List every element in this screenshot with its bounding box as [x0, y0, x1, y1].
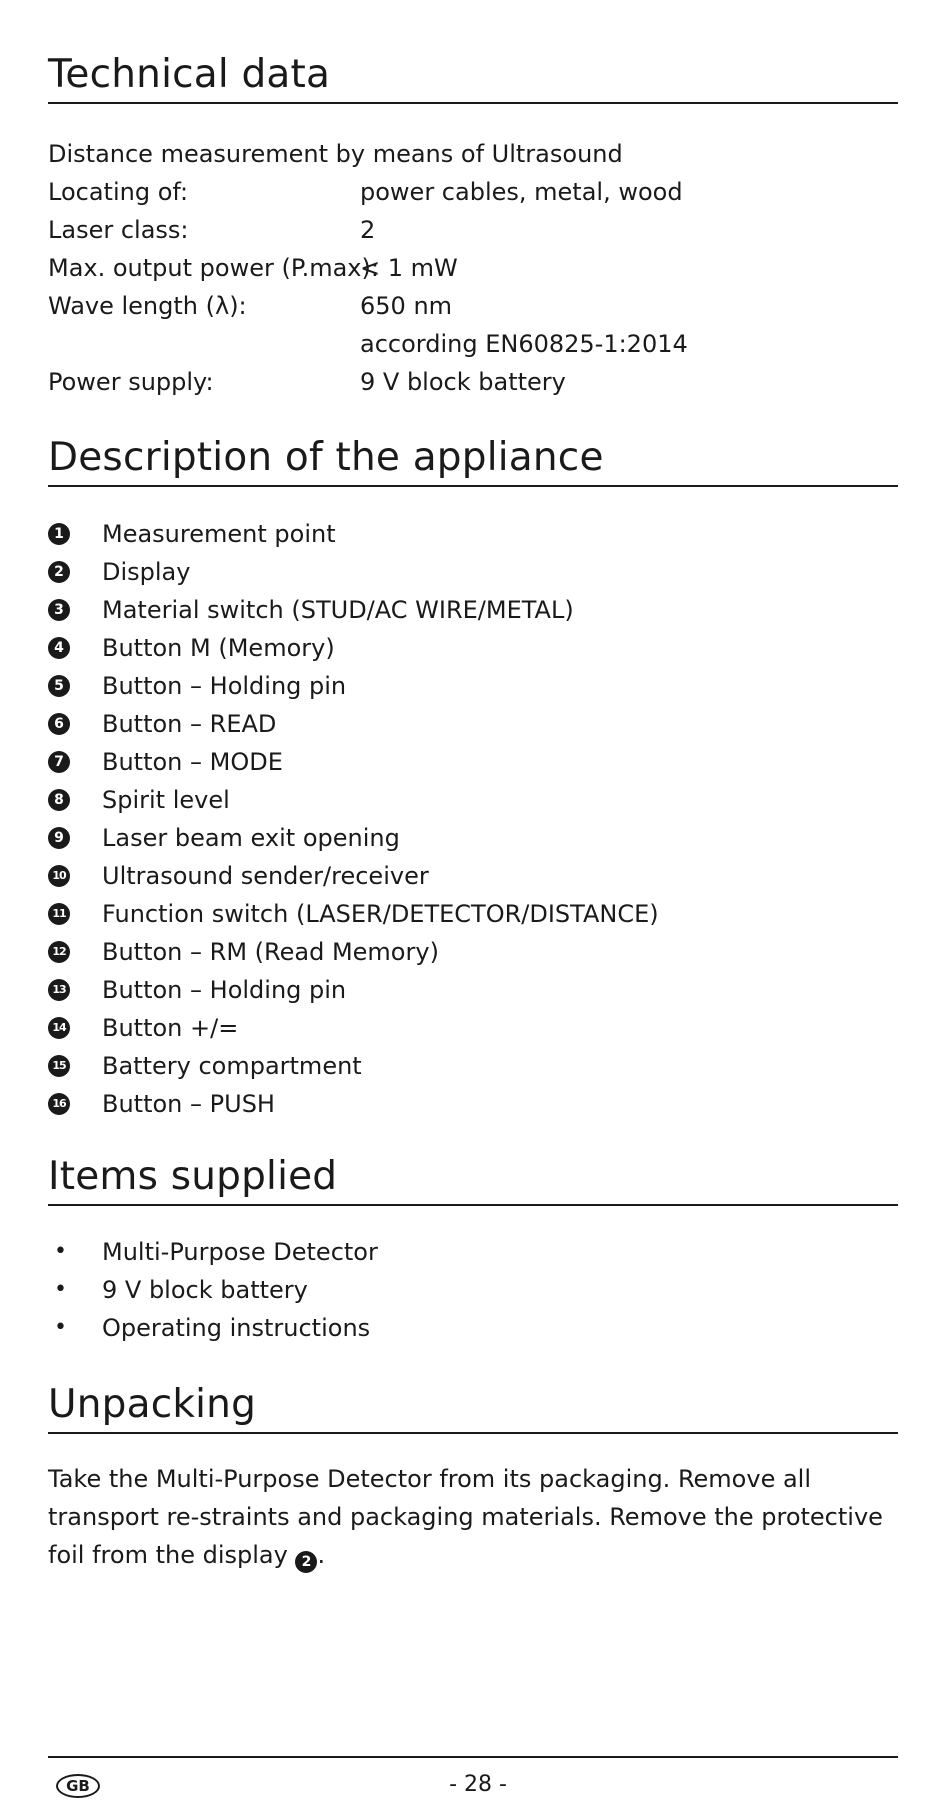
part-label: Battery compartment — [102, 1052, 362, 1080]
part-label: Button – Holding pin — [102, 976, 347, 1004]
number-badge: 11 — [48, 903, 70, 925]
list-item — [48, 515, 898, 553]
number-badge: 2 — [48, 561, 70, 583]
number-badge: 1 — [48, 523, 70, 545]
list-item — [48, 743, 898, 781]
spec-value: 9 V block battery — [360, 368, 566, 396]
part-label: Button M (Memory) — [102, 634, 335, 662]
spec-row — [48, 211, 898, 249]
number-badge: 13 — [48, 979, 70, 1001]
part-label: Function switch (LASER/DETECTOR/DISTANCE) — [102, 900, 659, 928]
page-number: - 28 - — [449, 1772, 507, 1797]
part-label: Button – MODE — [102, 748, 283, 776]
items-supplied-list — [48, 1233, 898, 1347]
part-label: Measurement point — [102, 520, 336, 548]
list-item — [48, 1233, 898, 1271]
technical-data-intro: Distance measurement by means of Ultrasound — [48, 140, 623, 168]
list-item — [48, 819, 898, 857]
part-label: Display — [102, 558, 191, 586]
number-badge: 14 — [48, 1017, 70, 1039]
list-item — [48, 895, 898, 933]
number-badge: 2 — [295, 1551, 317, 1573]
list-item — [48, 1271, 898, 1309]
spec-value: power cables, metal, wood — [360, 178, 683, 206]
list-item — [48, 629, 898, 667]
spec-label: Laser class: — [48, 216, 189, 244]
number-badge: 6 — [48, 713, 70, 735]
bullet-icon: • — [54, 1239, 67, 1264]
list-item — [48, 781, 898, 819]
spec-label: Locating of: — [48, 178, 189, 206]
parts-list — [48, 515, 898, 1123]
spec-row — [48, 363, 898, 401]
number-badge: 12 — [48, 941, 70, 963]
list-item — [48, 705, 898, 743]
supplied-item: 9 V block battery — [102, 1276, 308, 1304]
unpacking-paragraph — [48, 1460, 898, 1574]
list-item — [48, 1047, 898, 1085]
footer-divider — [48, 1756, 898, 1758]
number-badge: 5 — [48, 675, 70, 697]
spec-row — [48, 325, 898, 363]
unpacking-text: Take the Multi-Purpose Detector from its packaging. Remove all transport re-straints and packaging materials. Remove the protective foil from the display — [48, 1465, 883, 1569]
unpacking-text-end: . — [317, 1541, 326, 1569]
bullet-icon: • — [54, 1315, 67, 1340]
number-badge: 3 — [48, 599, 70, 621]
spec-value: 650 nm — [360, 292, 453, 320]
supplied-item: Operating instructions — [102, 1314, 371, 1342]
list-item — [48, 857, 898, 895]
list-item — [48, 1009, 898, 1047]
number-badge: 7 — [48, 751, 70, 773]
technical-data-list — [48, 135, 898, 401]
items-supplied-heading: Items supplied — [48, 1157, 898, 1206]
number-badge: 9 — [48, 827, 70, 849]
unpacking-heading: Unpacking — [48, 1385, 898, 1434]
number-badge: 4 — [48, 637, 70, 659]
number-badge: 15 — [48, 1055, 70, 1077]
list-item — [48, 667, 898, 705]
list-item — [48, 591, 898, 629]
list-item — [48, 553, 898, 591]
spec-row — [48, 287, 898, 325]
part-label: Button – READ — [102, 710, 277, 738]
technical-data-heading: Technical data — [48, 55, 898, 104]
spec-label: Wave length (λ): — [48, 292, 247, 320]
list-item — [48, 1309, 898, 1347]
language-badge: GB — [56, 1774, 100, 1798]
description-heading: Description of the appliance — [48, 438, 898, 487]
number-badge: 8 — [48, 789, 70, 811]
part-label: Button – PUSH — [102, 1090, 275, 1118]
part-label: Button – RM (Read Memory) — [102, 938, 439, 966]
part-label: Ultrasound sender/receiver — [102, 862, 429, 890]
bullet-icon: • — [54, 1277, 67, 1302]
spec-value: 2 — [360, 216, 376, 244]
spec-value: < 1 mW — [360, 254, 458, 282]
part-label: Button +/= — [102, 1014, 239, 1042]
spec-row — [48, 249, 898, 287]
list-item — [48, 971, 898, 1009]
part-label: Button – Holding pin — [102, 672, 347, 700]
spec-label: Max. output power (P.max): — [48, 254, 379, 282]
list-item — [48, 1085, 898, 1123]
list-item — [48, 933, 898, 971]
supplied-item: Multi-Purpose Detector — [102, 1238, 378, 1266]
spec-row — [48, 173, 898, 211]
number-badge: 10 — [48, 865, 70, 887]
spec-value: according EN60825-1:2014 — [360, 330, 688, 358]
part-label: Laser beam exit opening — [102, 824, 400, 852]
number-badge: 16 — [48, 1093, 70, 1115]
spec-label: Power supply: — [48, 368, 214, 396]
part-label: Spirit level — [102, 786, 230, 814]
part-label: Material switch (STUD/AC WIRE/METAL) — [102, 596, 574, 624]
